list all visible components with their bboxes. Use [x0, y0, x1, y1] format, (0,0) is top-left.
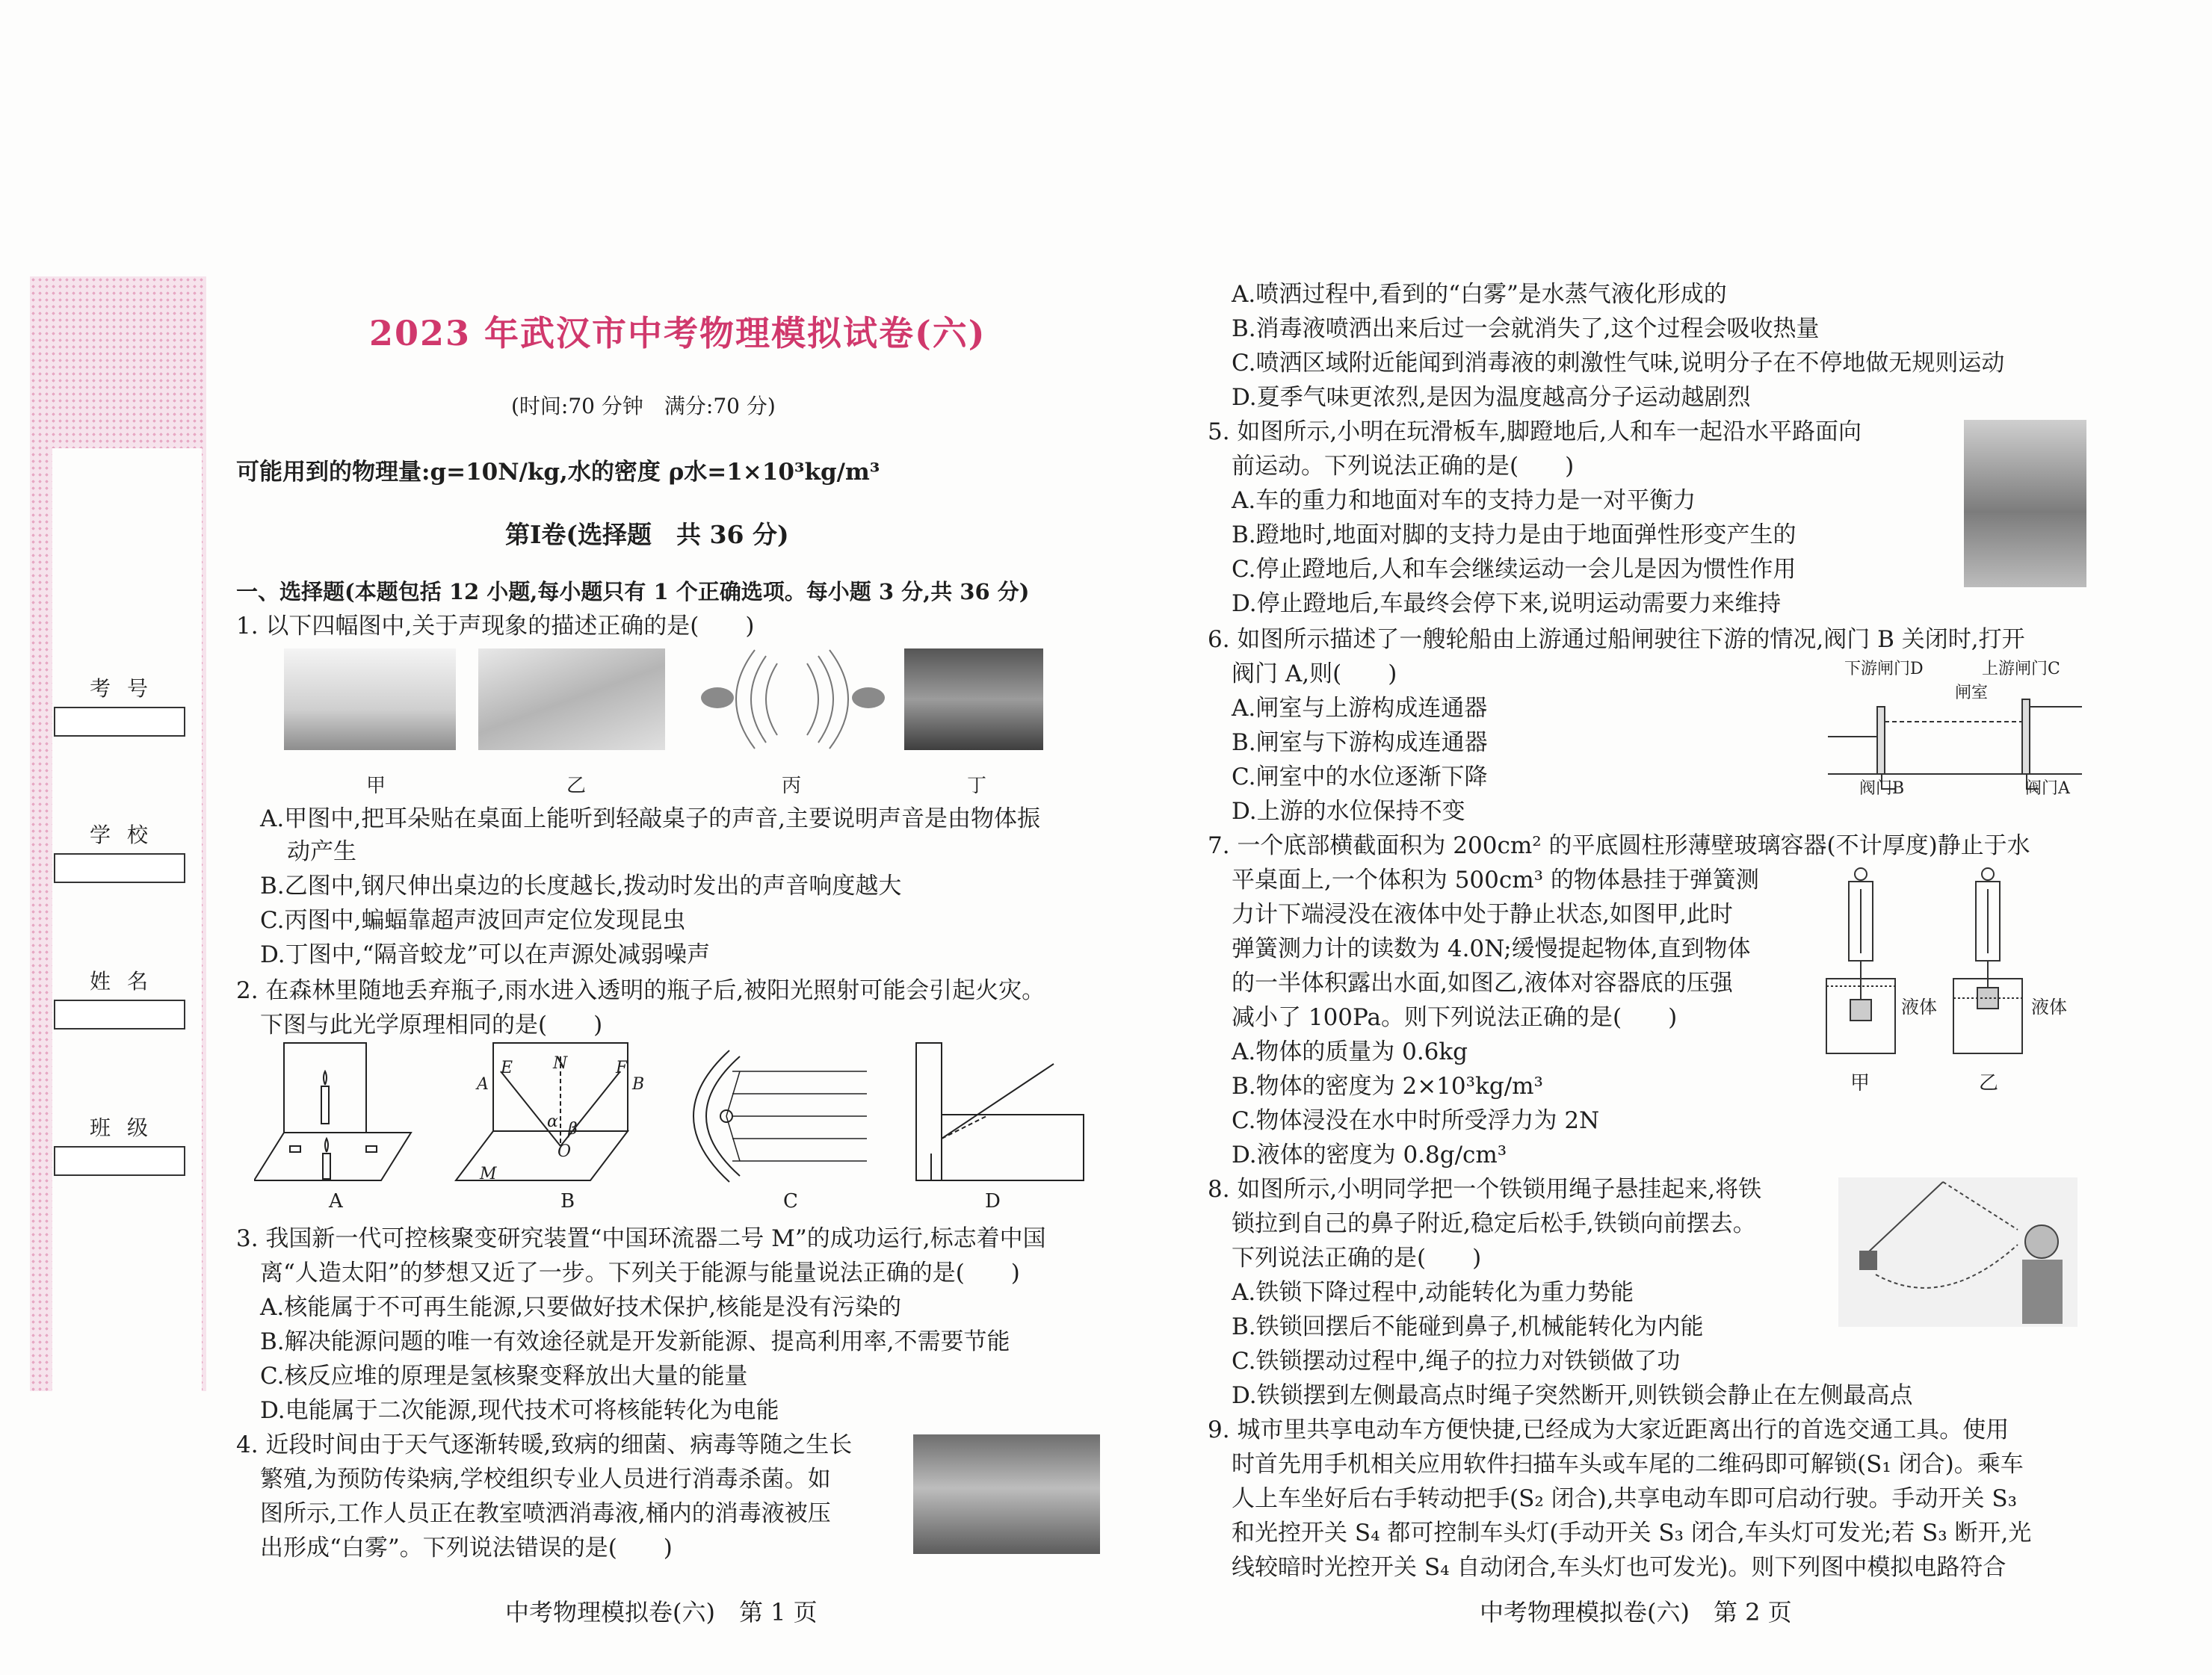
q6-label-lower-gate-d: 下游闸门D: [1844, 660, 1924, 678]
q9-stem-line4: 和光控开关 S₄ 都可控制车头灯(手动开关 S₃ 闭合,车头灯可发光;若 S₃ 断开,光: [1232, 1520, 2032, 1546]
q2-fig-b-letter-beta: β: [568, 1120, 578, 1139]
constants-line: 可能用到的物理量:g=10N/kg,水的密度 ρ水=1×10³kg/m³: [236, 459, 880, 486]
q1-option-a-cont: 动产生: [287, 838, 356, 865]
q2-fig-b-letter-m: M: [480, 1165, 497, 1183]
q1-stem: 1. 以下四幅图中,关于声现象的描述正确的是( ): [236, 613, 755, 640]
q7-label-liquid-jia: 液体: [1901, 997, 1937, 1018]
q5-stem-line2: 前运动。下列说法正确的是( ): [1232, 453, 1575, 480]
q6-label-lock-chamber: 闸室: [1955, 684, 1989, 702]
q5-option-b: B.蹬地时,地面对脚的支持力是由于地面弹性形变产生的: [1232, 521, 1797, 548]
class-field[interactable]: [54, 1146, 185, 1176]
figure-jia-image: [284, 648, 456, 750]
q2-fig-b-letter-b: B: [632, 1075, 645, 1094]
q8-option-a: A.铁锁下降过程中,动能转化为重力势能: [1232, 1279, 1634, 1306]
q7-label-jia: 甲: [1850, 1072, 1870, 1095]
q4-option-a: A.喷洒过程中,看到的“白雾”是水蒸气液化形成的: [1232, 281, 1727, 308]
q3-stem-line1: 3. 我国新一代可控核聚变研究装置“中国环流器二号 M”的成功运行,标志着中国: [236, 1225, 1046, 1252]
figure-ding-image: [904, 648, 1043, 750]
q6-option-a: A.闸室与上游构成连通器: [1232, 695, 1488, 722]
q7-label-liquid-yi: 液体: [2031, 997, 2067, 1018]
section-title: 第Ⅰ卷(选择题 共 36 分): [505, 520, 789, 549]
q6-label-upper-gate-c: 上游闸门C: [1982, 660, 2060, 678]
q3-option-b: B.解决能源问题的唯一有效途径就是开发新能源、提高利用率,不需要节能: [260, 1328, 1010, 1355]
q7-stem-line4: 弹簧测力计的读数为 4.0N;缓慢提起物体,直到物体: [1232, 935, 1751, 962]
q1-option-b: B.乙图中,钢尺伸出桌边的长度越长,拨动时发出的声音响度越大: [260, 873, 902, 900]
q7-option-b: B.物体的密度为 2×10³kg/m³: [1232, 1073, 1543, 1100]
exam-number-field[interactable]: [54, 707, 185, 737]
q1-label-yi: 乙: [566, 775, 587, 797]
q6-stem-line2: 阀门 A,则( ): [1232, 660, 1397, 687]
school-field[interactable]: [54, 853, 185, 883]
q2-label-c: C: [783, 1190, 798, 1213]
q7-option-d: D.液体的密度为 0.8g/cm³: [1232, 1142, 1507, 1168]
q9-stem-line1: 9. 城市里共享电动车方便快捷,已经成为大家近距离出行的首选交通工具。使用: [1208, 1417, 2009, 1443]
q1-label-jia: 甲: [366, 775, 386, 797]
q6-option-b: B.闸室与下游构成连通器: [1232, 729, 1488, 756]
q4-stem-line3: 图所示,工作人员正在教室喷洒消毒液,桶内的消毒液被压: [260, 1500, 831, 1527]
q3-option-d: D.电能属于二次能源,现代技术可将核能转化为电能: [260, 1397, 779, 1424]
page1-footer: 中考物理模拟卷(六) 第 1 页: [505, 1598, 818, 1626]
q8-option-c: C.铁锁摆动过程中,绳子的拉力对铁锁做了功: [1232, 1348, 1681, 1375]
q7-option-c: C.物体浸没在水中时所受浮力为 2N: [1232, 1107, 1600, 1134]
school-label: 学校: [90, 823, 165, 847]
q4-stem-line4: 出形成“白雾”。下列说法错误的是( ): [260, 1535, 673, 1561]
q6-stem-line1: 6. 如图所示描述了一艘轮船由上游通过船闸驶往下游的情况,阀门 B 关闭时,打开: [1208, 626, 2025, 653]
q4-option-d: D.夏季气味更浓烈,是因为温度越高分子运动越剧烈: [1232, 384, 1751, 411]
q6-option-d: D.上游的水位保持不变: [1232, 798, 1465, 825]
q2-figures: [254, 1041, 1099, 1191]
q4-option-c: C.喷洒区域附近能闻到消毒液的刺激性气味,说明分子在不停地做无规则运动: [1232, 350, 2005, 377]
q1-option-a: A.甲图中,把耳朵贴在桌面上能听到轻敲桌子的声音,主要说明声音是由物体振: [260, 805, 1040, 832]
q7-stem-line1: 7. 一个底部横截面积为 200cm² 的平底圆柱形薄壁玻璃容器(不计厚度)静止于水: [1208, 832, 2030, 859]
q9-stem-line5: 线较暗时光控开关 S₄ 自动闭合,车头灯也可发光)。则下列图中模拟电路符合: [1232, 1554, 2006, 1581]
page2-footer: 中考物理模拟卷(六) 第 2 页: [1480, 1598, 1792, 1626]
q5-option-d: D.停止蹬地后,车最终会停下来,说明运动需要力来维持: [1232, 590, 1782, 617]
q8-stem-line3: 下列说法正确的是( ): [1232, 1245, 1482, 1272]
figure-yi-image: [478, 648, 665, 750]
exam-number-label: 考号: [90, 676, 165, 701]
exam-title: 2023 年武汉市中考物理模拟试卷(六): [369, 313, 986, 353]
q1-label-bing: 丙: [782, 775, 802, 797]
q2-label-d: D: [985, 1190, 1001, 1213]
section-intro: 一、选择题(本题包括 12 小题,每小题只有 1 个正确选项。每小题 3 分,共 36 分): [236, 579, 1030, 604]
q7-stem-line6: 减小了 100Pa。则下列说法正确的是( ): [1232, 1004, 1678, 1031]
q5-option-a: A.车的重力和地面对车的支持力是一对平衡力: [1232, 487, 1696, 514]
q3-stem-line2: 离“人造太阳”的梦想又近了一步。下列关于能源与能量说法正确的是( ): [260, 1260, 1020, 1287]
class-label: 班级: [90, 1115, 165, 1140]
q4-option-b: B.消毒液喷洒出来后过一会就消失了,这个过程会吸收热量: [1232, 315, 1820, 342]
q5-stem-line1: 5. 如图所示,小明在玩滑板车,脚蹬地后,人和车一起沿水平路面向: [1208, 418, 1862, 445]
q4-stem-line2: 繁殖,为预防传染病,学校组织专业人员进行消毒杀菌。如: [260, 1466, 831, 1493]
q3-option-a: A.核能属于不可再生能源,只要做好技术保护,核能是没有污染的: [260, 1294, 901, 1321]
q7-label-yi: 乙: [1979, 1072, 1999, 1095]
q6-option-c: C.闸室中的水位逐渐下降: [1232, 764, 1488, 790]
q4-stem-line1: 4. 近段时间由于天气逐渐转暖,致病的细菌、病毒等随之生长: [236, 1431, 853, 1458]
figure-bing-image: [695, 648, 889, 750]
q8-option-d: D.铁锁摆到左侧最高点时绳子突然断开,则铁锁会静止在左侧最高点: [1232, 1382, 1913, 1409]
q1-option-c: C.丙图中,蝙蝠靠超声波回声定位发现昆虫: [260, 907, 686, 934]
time-info: (时间:70 分钟 满分:70 分): [511, 394, 776, 418]
q9-stem-line3: 人上车坐好后右手转动把手(S₂ 闭合),共享电动车即可启动行驶。手动开关 S₃: [1232, 1485, 2018, 1512]
q7-option-a: A.物体的质量为 0.6kg: [1232, 1038, 1468, 1065]
q4-classroom-photo: [913, 1434, 1100, 1554]
q5-scooter-photo: [1964, 420, 2086, 587]
q2-fig-b-letter-e: E: [501, 1059, 513, 1077]
q2-stem-line1: 2. 在森林里随地丢弃瓶子,雨水进入透明的瓶子后,被阳光照射可能会引起火灾。: [236, 977, 1045, 1004]
name-label: 姓名: [90, 969, 165, 994]
q2-fig-b-letter-alpha: α: [547, 1112, 558, 1131]
name-field[interactable]: [54, 1000, 185, 1030]
q7-stem-line5: 的一半体积露出水面,如图乙,液体对容器底的压强: [1232, 970, 1733, 997]
q2-fig-b-letter-o: O: [557, 1142, 572, 1161]
q2-fig-b-letter-n: N: [553, 1054, 568, 1073]
q8-stem-line1: 8. 如图所示,小明同学把一个铁锁用绳子悬挂起来,将铁: [1208, 1176, 1762, 1203]
q2-fig-b-letter-a: A: [477, 1075, 489, 1094]
q9-stem-line2: 时首先用手机相关应用软件扫描车头或车尾的二维码即可解锁(S₁ 闭合)。乘车: [1232, 1451, 2024, 1478]
q7-spring-scale-figures: [1819, 867, 2073, 1061]
q2-label-b: B: [560, 1190, 575, 1213]
q1-option-d: D.丁图中,“隔音蛟龙”可以在声源处减弱噪声: [260, 941, 711, 968]
q1-label-ding: 丁: [967, 775, 987, 797]
q2-label-a: A: [329, 1190, 343, 1213]
q6-label-valve-a: 阀门A: [2025, 779, 2070, 798]
q2-fig-b-letter-f: F: [616, 1059, 628, 1077]
info-panel: [52, 448, 202, 1391]
q7-stem-line3: 力计下端浸没在液体中处于静止状态,如图甲,此时: [1232, 901, 1733, 928]
q5-option-c: C.停止蹬地后,人和车会继续运动一会儿是因为惯性作用: [1232, 556, 1797, 583]
q8-stem-line2: 锁拉到自己的鼻子附近,稳定后松手,铁锁向前摆去。: [1232, 1210, 1756, 1237]
q3-option-c: C.核反应堆的原理是氢核聚变释放出大量的能量: [260, 1363, 748, 1390]
q8-option-b: B.铁锁回摆后不能碰到鼻子,机械能转化为内能: [1232, 1313, 1704, 1340]
q8-pendulum-figure: [1838, 1177, 2077, 1327]
q6-label-valve-b: 阀门B: [1859, 779, 1905, 798]
q7-stem-line2: 平桌面上,一个体积为 500cm³ 的物体悬挂于弹簧测: [1232, 867, 1759, 894]
q2-stem-line2: 下图与此光学原理相同的是( ): [260, 1012, 603, 1038]
